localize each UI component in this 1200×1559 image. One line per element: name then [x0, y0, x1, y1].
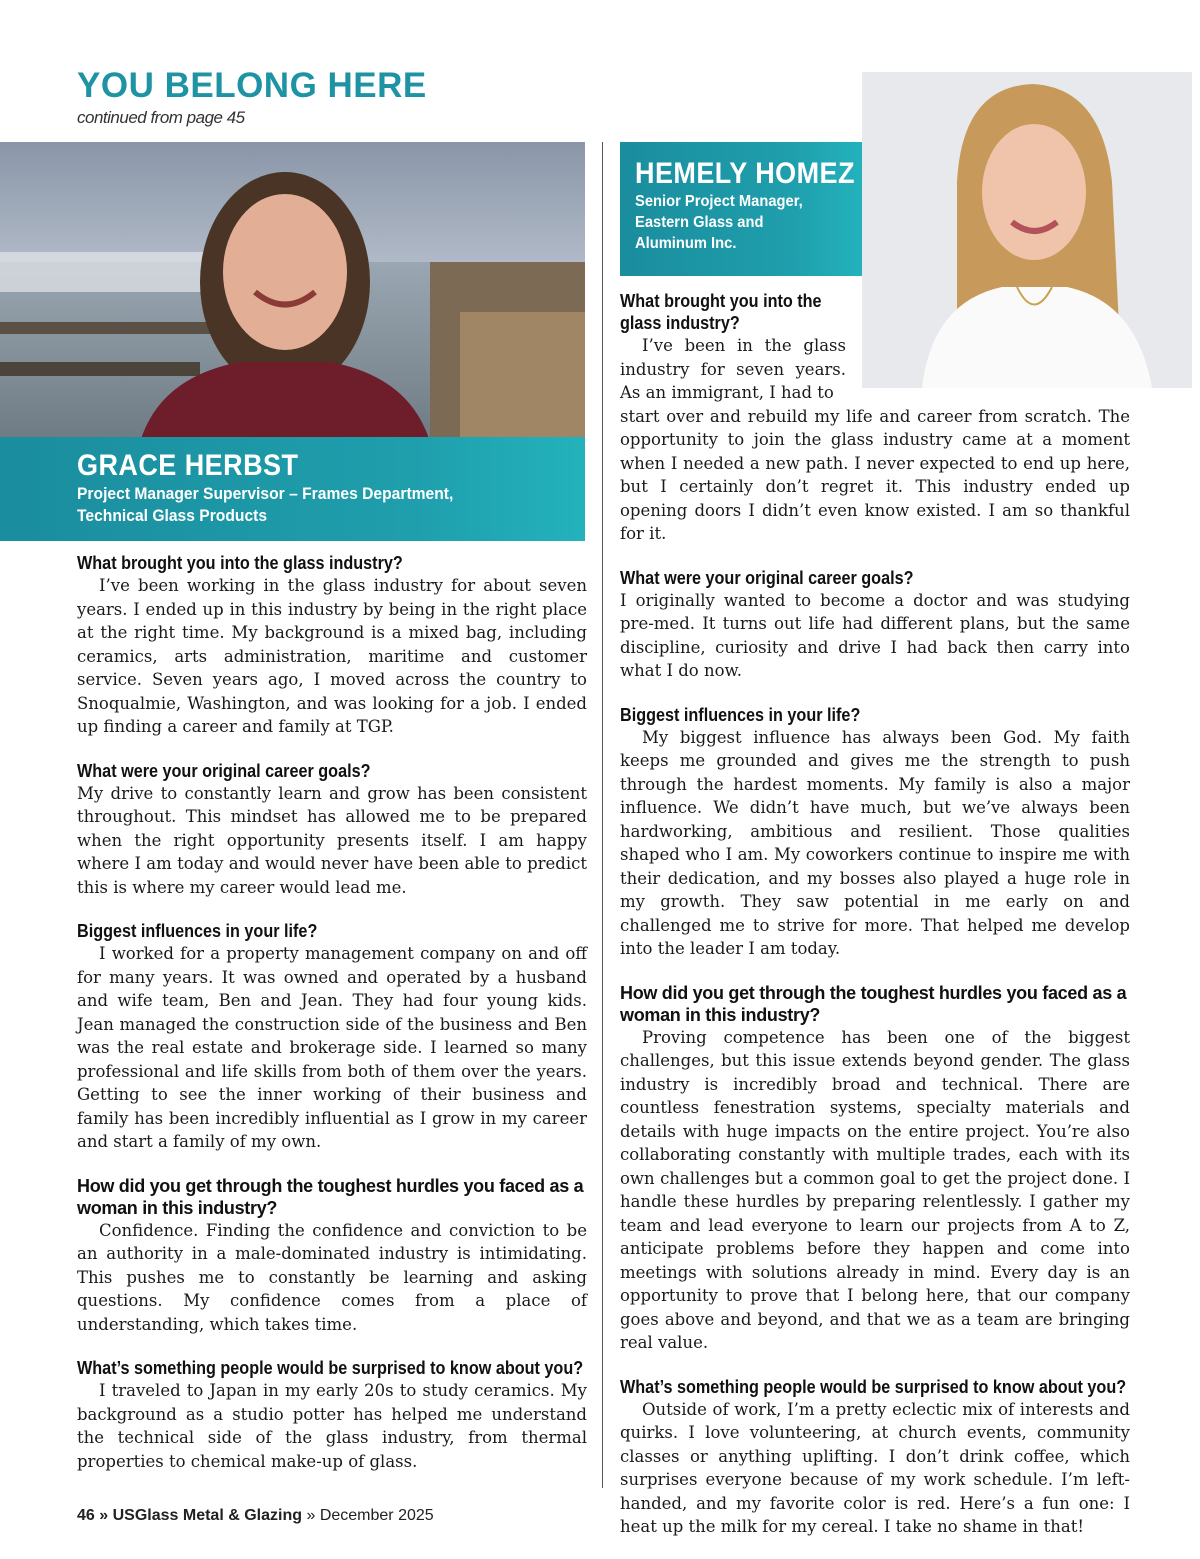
grace-herbst-interview: [77, 552, 587, 1494]
hemely-homez-role-line3: Aluminum Inc.: [635, 235, 737, 252]
qa-section: [620, 982, 1130, 1355]
question: Biggest influences in your life?: [620, 704, 861, 725]
question: What were your original career goals?: [620, 567, 914, 588]
question: What brought you into the: [620, 291, 822, 311]
issue-date: December 2025: [319, 1507, 434, 1524]
question: What’s something people would be surprised to know about you?: [620, 1376, 1127, 1397]
answer: Proving competence has been one of the biggest challenges, but this issue extends beyond gender. The glass industry is incredibly broad and technical. There are countless fenestration systems, specialty materials and details with huge impacts on the entire project. You’re also collaborating constantly with multiple trades, each with its own challenges but a common goal to get the project done. I handle these hurdles by preparing relentlessly. I gather my team and lead everyone to learn our projects from A to Z, anticipate problems before they happen and come into meetings with solutions already in mind. Every day is an opportunity to prove that I belong here, that our company goes above and beyond, and that we as a team are bringing real value.: [620, 1027, 1130, 1352]
hemely-homez-name: HEMELY HOMEZ: [635, 157, 855, 190]
answer: I worked for a property management company on and off for many years. It was owned and operated by a husband and wife team, Ben and Jean. They had four young kids. Jean managed the construction side of the business and Ben was the real estate and brokerage side. I learned so many professional and life skills from both of them over the years. Getting to see the inner working of their business and family has been incredibly influential as I grow in my career and start a family of my own.: [77, 944, 587, 1151]
grace-herbst-banner: [0, 437, 585, 541]
qa-section: [620, 704, 1130, 961]
grace-herbst-role-line1: Project Manager Supervisor – Frames Department,: [77, 484, 454, 503]
hemely-homez-role-line2: Eastern Glass and: [635, 214, 764, 231]
grace-herbst-name: GRACE HERBST: [77, 449, 299, 482]
hemely-homez-banner: [620, 142, 862, 276]
qa-section: [77, 1175, 587, 1337]
qa-section: [620, 290, 1130, 546]
hemely-homez-role-line1: Senior Project Manager,: [635, 193, 803, 210]
qa-section: [620, 567, 1130, 683]
qa-section: [77, 920, 587, 1154]
question: How did you get through the toughest hurdles you faced as a woman in this industry?: [77, 1175, 584, 1218]
column-divider: [602, 142, 603, 1488]
answer: I traveled to Japan in my early 20s to study ceramics. My background as a studio potter has helped me understand the technical side of the glass industry, from thermal properties to chemical make-up of glass.: [77, 1381, 587, 1471]
answer: My biggest influence has always been God. My faith keeps me grounded and gives me the strength to push through the hardest moments. My family is also a major influence. We didn’t have much, but we’ve always been hardworking, ambitious and resilient. Those qualities shaped who I am. My coworkers continue to inspire me with their dedication, and my bosses also played a huge role in my growth. They saw potential in me early on and challenged me to strive for more. That helped me develop into the leader I am today.: [620, 727, 1130, 958]
qa-section: [620, 1376, 1130, 1539]
question: Biggest influences in your life?: [77, 921, 318, 941]
question: What were your original career goals?: [77, 760, 371, 781]
qa-section: [77, 760, 587, 900]
answer: Outside of work, I’m a pretty eclectic mix of interests and quirks. I love volunteering, at church events, community classes or anything uplifting. I don’t drink coffee, which surprises everyone because of my work schedule. I’m left-handed, and my favorite color is red. Here’s a fun one: I heat up the milk for my cereal. I take no shame in that!: [620, 1399, 1130, 1536]
answer: start over and rebuild my life and career from scratch. The opportunity to join the glass industry came at a moment when I needed a new path. I never expected to end up here, but I certainly don’t regret it. This industry ended up opening doors I didn’t even know existed. I am so thankful for it.: [620, 406, 1130, 543]
hemely-homez-interview: [620, 290, 1130, 1559]
question: How did you get through the toughest hurdles you faced as a woman in this industry?: [620, 982, 1127, 1025]
answer: My drive to constantly learn and grow has been consistent throughout. This mindset has allowed me to be prepared when the right opportunity presents itself. I am happy where I am today and would never have been able to predict this is where my career would lead me.: [77, 783, 587, 897]
page-footer: [77, 1507, 434, 1525]
answer: Confidence. Finding the confidence and conviction to be an authority in a male-dominated industry is intimidating. This pushes me to constantly be learning and asking questions. My confidence comes from a place of understanding, which takes time.: [77, 1220, 587, 1334]
page-number: 46: [77, 1507, 95, 1524]
footer-separator: »: [99, 1507, 109, 1524]
qa-section: [77, 1357, 587, 1473]
publication-name: USGlass Metal & Glazing: [112, 1507, 302, 1524]
question: glass industry?: [620, 313, 740, 333]
qa-section: [77, 552, 587, 739]
grace-herbst-role-line2: Technical Glass Products: [77, 506, 268, 525]
question: What’s something people would be surprised to know about you?: [77, 1358, 584, 1378]
answer: I originally wanted to become a doctor and was studying pre-med. It turns out life had different plans, but the same discipline, curiosity and drive I had back then carry into what I do now.: [620, 590, 1130, 680]
continued-note: continued from page 45: [77, 108, 245, 127]
question: What brought you into the glass industry?: [77, 553, 403, 573]
section-kicker: YOU BELONG HERE: [77, 66, 427, 105]
answer: I’ve been working in the glass industry for about seven years. I ended up in this industry by being in the right place at the right time. My background is a mixed bag, including ceramics, arts administration, maritime and customer service. Seven years ago, I moved across the country to Snoqualmie, Washington, and was looking for a job. I ended up finding a career and family at TGP.: [77, 576, 587, 736]
answer: I’ve been in the glass industry for seven years. As an immigrant, I had to: [620, 336, 846, 402]
grace-herbst-photo: [0, 142, 585, 442]
footer-separator: »: [306, 1507, 316, 1524]
